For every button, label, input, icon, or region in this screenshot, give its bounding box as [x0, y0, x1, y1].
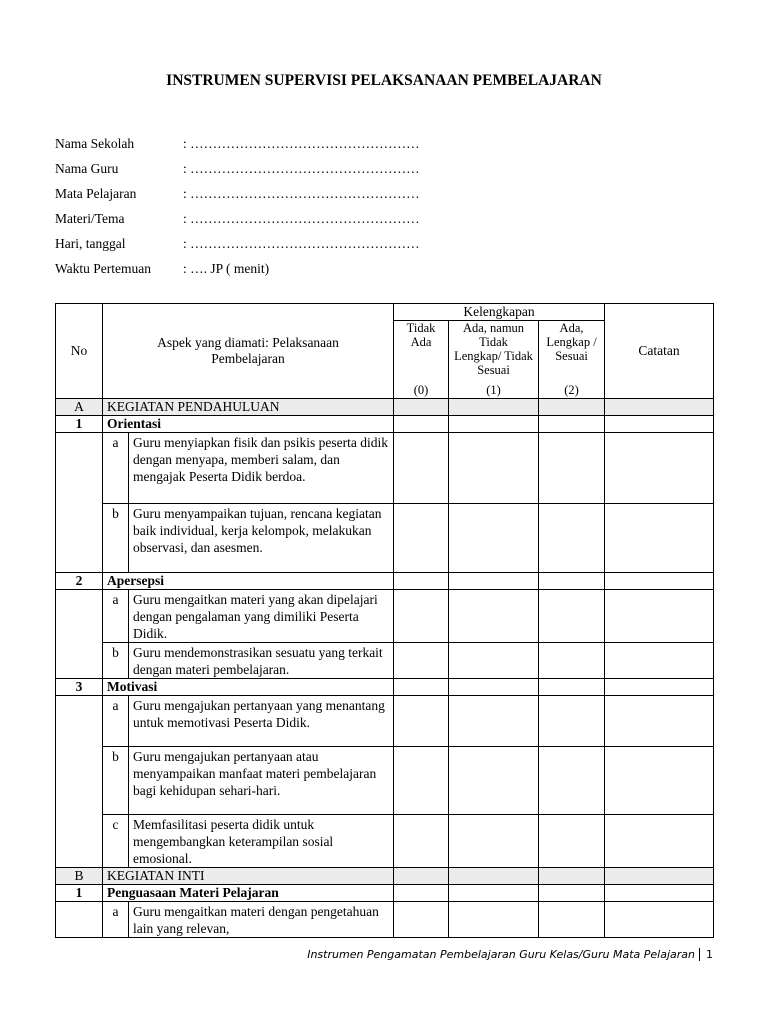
section-code: A: [56, 399, 103, 416]
document-title: INSTRUMEN SUPERVISI PELAKSANAAN PEMBELAJARAN: [166, 72, 602, 89]
score-cell[interactable]: [539, 679, 605, 696]
score-1: (1): [486, 383, 501, 397]
score-cell[interactable]: [539, 504, 605, 573]
subsection-no: 2: [56, 573, 103, 590]
notes-cell[interactable]: [605, 815, 714, 868]
item-letter: a: [103, 902, 129, 938]
info-label: Waktu Pertemuan: [55, 261, 152, 276]
subsection-title: Apersepsi: [103, 573, 394, 590]
notes-cell[interactable]: [605, 679, 714, 696]
header-complete: [539, 321, 605, 399]
item-letter: a: [103, 696, 129, 747]
info-row-school: [55, 136, 420, 161]
header-completeness: Kelengkapan: [394, 304, 605, 321]
score-cell[interactable]: [394, 590, 449, 643]
item-no-blank: [56, 590, 103, 679]
info-row-date: [55, 236, 420, 261]
score-cell[interactable]: [394, 815, 449, 868]
notes-cell[interactable]: [605, 902, 714, 938]
info-label: Nama Guru: [55, 161, 119, 176]
subsection-title: Penguasaan Materi Pelajaran: [103, 885, 394, 902]
header-aspect: Aspek yang diamati: Pelaksanaan Pembelajaran: [103, 304, 394, 399]
score-cell[interactable]: [394, 747, 449, 815]
score-cell[interactable]: [539, 573, 605, 590]
header-not-present-label: Tidak Ada: [406, 321, 436, 349]
item-no-blank: [56, 902, 103, 938]
score-cell[interactable]: [394, 573, 449, 590]
item-text: Guru mengajukan pertanyaan yang menantang untuk memotivasi Peserta Didik.: [129, 696, 394, 747]
notes-cell[interactable]: [605, 416, 714, 433]
score-cell[interactable]: [539, 868, 605, 885]
page-number: 1: [699, 948, 713, 961]
info-label: Nama Sekolah: [55, 136, 135, 151]
subsection-row: [56, 573, 714, 590]
item-text: Guru mengaitkan materi dengan pengetahuan lain yang relevan,: [129, 902, 394, 938]
score-cell[interactable]: [539, 902, 605, 938]
subsection-row: [56, 679, 714, 696]
section-title: KEGIATAN INTI: [103, 868, 394, 885]
score-cell[interactable]: [539, 416, 605, 433]
info-value: : ……………………………………………: [183, 136, 420, 151]
notes-cell[interactable]: [605, 573, 714, 590]
item-text: Guru menyiapkan fisik dan psikis peserta didik dengan menyapa, memberi salam, dan mengajak Peserta Didik berdoa.: [129, 433, 394, 504]
item-row: [56, 504, 714, 573]
score-cell[interactable]: [539, 815, 605, 868]
score-cell[interactable]: [394, 504, 449, 573]
info-value: : ……………………………………………: [183, 186, 420, 201]
score-cell[interactable]: [394, 868, 449, 885]
score-cell[interactable]: [449, 815, 539, 868]
score-cell[interactable]: [539, 885, 605, 902]
info-value: : …. JP ( menit): [183, 261, 270, 276]
item-no-blank: [56, 433, 103, 573]
subsection-row: [56, 416, 714, 433]
notes-cell[interactable]: [605, 868, 714, 885]
score-cell[interactable]: [449, 573, 539, 590]
item-row: [56, 815, 714, 868]
subsection-title: Motivasi: [103, 679, 394, 696]
header-notes: Catatan: [605, 304, 714, 399]
notes-cell[interactable]: [605, 643, 714, 679]
header-no: No: [56, 304, 103, 399]
footer-text: Instrumen Pengamatan Pembelajaran Guru Kelas/Guru Mata Pelajaran: [307, 948, 695, 961]
info-value: : ……………………………………………: [183, 161, 420, 176]
score-cell[interactable]: [394, 399, 449, 416]
item-row: [56, 696, 714, 747]
notes-cell[interactable]: [605, 433, 714, 504]
item-no-blank: [56, 696, 103, 868]
item-row: [56, 590, 714, 643]
info-row-subject: [55, 186, 420, 211]
section-row: [56, 399, 714, 416]
info-value: : ……………………………………………: [183, 211, 420, 226]
item-text: Guru mendemonstrasikan sesuatu yang terkait dengan materi pembelajaran.: [129, 643, 394, 679]
header-not-present: [394, 321, 449, 399]
notes-cell[interactable]: [605, 885, 714, 902]
score-cell[interactable]: [394, 679, 449, 696]
header-row-1: [56, 304, 714, 321]
section-title: KEGIATAN PENDAHULUAN: [103, 399, 394, 416]
score-cell[interactable]: [539, 643, 605, 679]
score-cell[interactable]: [449, 868, 539, 885]
subsection-no: 3: [56, 679, 103, 696]
score-cell[interactable]: [449, 902, 539, 938]
score-cell[interactable]: [394, 416, 449, 433]
identity-fields: [55, 136, 420, 286]
score-cell[interactable]: [449, 433, 539, 504]
item-text: Guru menyampaikan tujuan, rencana kegiatan baik individual, kerja kelompok, melakukan observasi, dan asesmen.: [129, 504, 394, 573]
header-incomplete-label: Ada, namun Tidak Lengkap/ Tidak Sesuai: [454, 321, 533, 377]
score-cell[interactable]: [394, 696, 449, 747]
item-row: [56, 747, 714, 815]
score-cell[interactable]: [449, 696, 539, 747]
subsection-title: Orientasi: [103, 416, 394, 433]
score-0: (0): [413, 383, 429, 397]
info-label: Hari, tanggal: [55, 236, 126, 251]
page-footer: [307, 948, 713, 961]
info-label: Mata Pelajaran: [55, 186, 137, 201]
score-cell[interactable]: [394, 902, 449, 938]
info-row-topic: [55, 211, 420, 236]
score-cell[interactable]: [539, 747, 605, 815]
item-letter: b: [103, 504, 129, 573]
info-row-time: [55, 261, 420, 286]
score-cell[interactable]: [449, 643, 539, 679]
item-text: Guru mengaitkan materi yang akan dipelajari dengan pengalaman yang dimiliki Peserta Didik.: [129, 590, 394, 643]
score-cell[interactable]: [449, 504, 539, 573]
subsection-no: 1: [56, 416, 103, 433]
score-cell[interactable]: [394, 433, 449, 504]
score-cell[interactable]: [449, 399, 539, 416]
observation-table: [55, 303, 714, 938]
score-cell[interactable]: [449, 747, 539, 815]
item-letter: a: [103, 433, 129, 504]
score-cell[interactable]: [394, 643, 449, 679]
notes-cell[interactable]: [605, 590, 714, 643]
info-value: : ……………………………………………: [183, 236, 420, 251]
item-letter: b: [103, 747, 129, 815]
notes-cell[interactable]: [605, 504, 714, 573]
score-2: (2): [564, 383, 579, 397]
score-cell[interactable]: [539, 590, 605, 643]
score-cell[interactable]: [394, 885, 449, 902]
subsection-no: 1: [56, 885, 103, 902]
header-complete-label: Ada, Lengkap / Sesuai: [546, 321, 597, 363]
score-cell[interactable]: [449, 679, 539, 696]
score-cell[interactable]: [449, 416, 539, 433]
item-letter: b: [103, 643, 129, 679]
item-row: [56, 902, 714, 938]
section-code: B: [56, 868, 103, 885]
notes-cell[interactable]: [605, 747, 714, 815]
info-row-teacher: [55, 161, 420, 186]
item-row: [56, 643, 714, 679]
subsection-row: [56, 885, 714, 902]
info-label: Materi/Tema: [55, 211, 125, 226]
item-letter: a: [103, 590, 129, 643]
item-text: Guru mengajukan pertanyaan atau menyampaikan manfaat materi pembelajaran bagi kehidupan sehari-hari.: [129, 747, 394, 815]
notes-cell[interactable]: [605, 696, 714, 747]
item-text: Memfasilitasi peserta didik untuk mengembangkan keterampilan sosial emosional.: [129, 815, 394, 868]
item-row: [56, 433, 714, 504]
notes-cell[interactable]: [605, 399, 714, 416]
score-cell[interactable]: [539, 399, 605, 416]
score-cell[interactable]: [449, 885, 539, 902]
header-incomplete: [449, 321, 539, 399]
score-cell[interactable]: [539, 696, 605, 747]
score-cell[interactable]: [449, 590, 539, 643]
item-letter: c: [103, 815, 129, 868]
section-row: [56, 868, 714, 885]
score-cell[interactable]: [539, 433, 605, 504]
